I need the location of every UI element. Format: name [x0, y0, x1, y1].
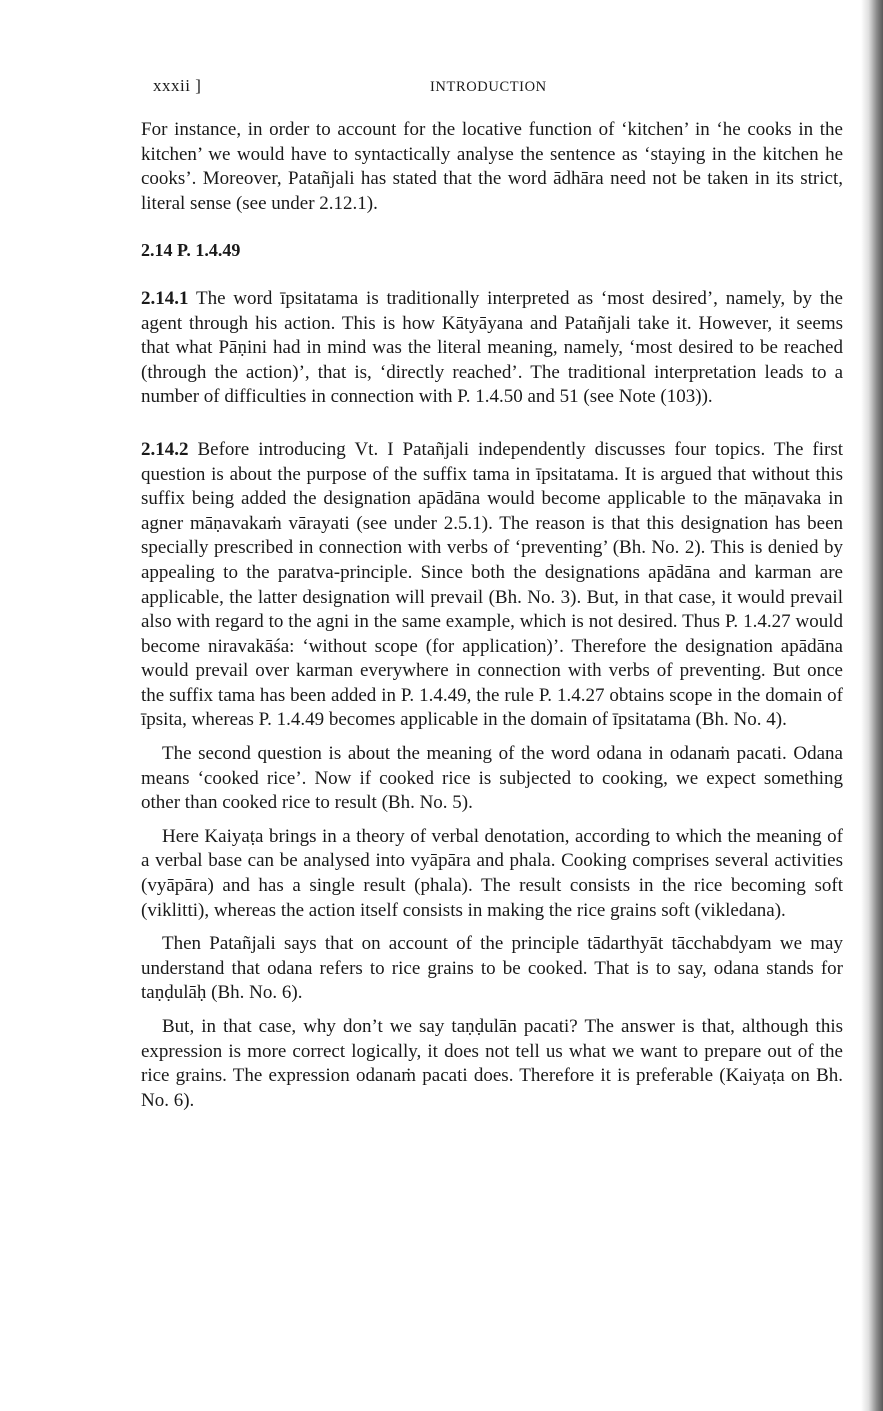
paragraph-number: 2.14.1 [141, 287, 189, 309]
paragraph-tandulan-pacati: But, in that case, why don’t we say taṇḍulān pacati? The answer is that, although this expression is more correct logically, it does not tell us what we want to prepare out of the rice grains. The expression odanaṁ pacati does. Therefore it is preferable (Kaiyaṭa on Bh. No. 6). [141, 1016, 843, 1111]
paragraph-second-question: The second question is about the meaning of the word odana in odanaṁ pacati. Odana means ‘cooked rice’. Now if cooked rice is subjected to cooking, we expect something other than cooked rice to result (Bh. No. 5). [141, 743, 843, 814]
paragraph-number: 2.14.2 [141, 438, 189, 460]
paragraph-text: Before introducing Vt. I Patañjali independently discusses four topics. The first question is about the purpose of the suffix tama in īpsitatama. It is argued that without this suffix being added the designation apādāna would become applicable to the māṇavaka in agner māṇavakaṁ vārayati (see under 2.5.1). The reason is that this designation has been specially prescribed in connection with verbs of ‘preventing’ (Bh. No. 2). This is denied by appealing to the paratva-principle. Since both the designations apādāna and karman are applicable, the latter designation will prevail (Bh. No. 3). But, in that case, it would prevail also with regard to the agni in the same example, which is not desired. Thus P. 1.4.27 would become niravakāśa: ‘without scope (for application)’. Therefore the designation apādāna would prevail over karman everywhere in connection with verbs of preventing. But once the suffix tama has been added in P. 1.4.49, the rule P. 1.4.27 obtains scope in the domain of īpsita, whereas P. 1.4.49 becomes applicable in the domain of īpsitatama (Bh. No. 4). [141, 438, 843, 731]
paragraph-kaiyata-theory: Here Kaiyaṭa brings in a theory of verbal denotation, according to which the meaning of a verbal base can be analysed into vyāpāra and phala. Cooking comprises several activities (vyāpāra) and has a single result (phala). The result consists in the rice becoming soft (viklitti), whereas the action itself consists in making the rice grains soft (vikledana). [141, 825, 843, 921]
paragraph-2-14-1 [141, 287, 843, 410]
paragraph-text: The word īpsitatama is traditionally interpreted as ‘most desired’, namely, by the agent through his action. This is how Kātyāyana and Patañjali take it. However, it seems that what Pāṇini had in mind was the literal meaning, namely, ‘most desired to be reached (through the action)’, that is, ‘directly reached’. The traditional interpretation leads to a number of difficulties in connection with P. 1.4.50 and 51 (see Note (103)). [141, 287, 843, 408]
body-text [141, 118, 843, 1113]
paragraph-2-14-2 [141, 438, 843, 733]
running-header [153, 76, 733, 98]
page-number: xxxii ] [153, 76, 202, 95]
section-heading-2-14: 2.14 P. 1.4.49 [141, 240, 241, 261]
paragraph-continuation: For instance, in order to account for the locative function of ‘kitchen’ in ‘he cooks in the kitchen’ we would have to syntactically analyse the sentence as ‘staying in the kitchen he cooks’. Moreover, Patañjali has stated that the word ādhāra need not be taken in its strict, literal sense (see under 2.12.1). [141, 119, 843, 214]
paragraph-tadarthyat: Then Patañjali says that on account of the principle tādarthyāt tācchabdyam we may understand that odana refers to rice grains to be cooked. That is to say, odana stands for taṇḍulāḥ (Bh. No. 6). [141, 933, 843, 1004]
running-title: INTRODUCTION [430, 79, 547, 95]
scan-edge-shadow [861, 0, 883, 1411]
